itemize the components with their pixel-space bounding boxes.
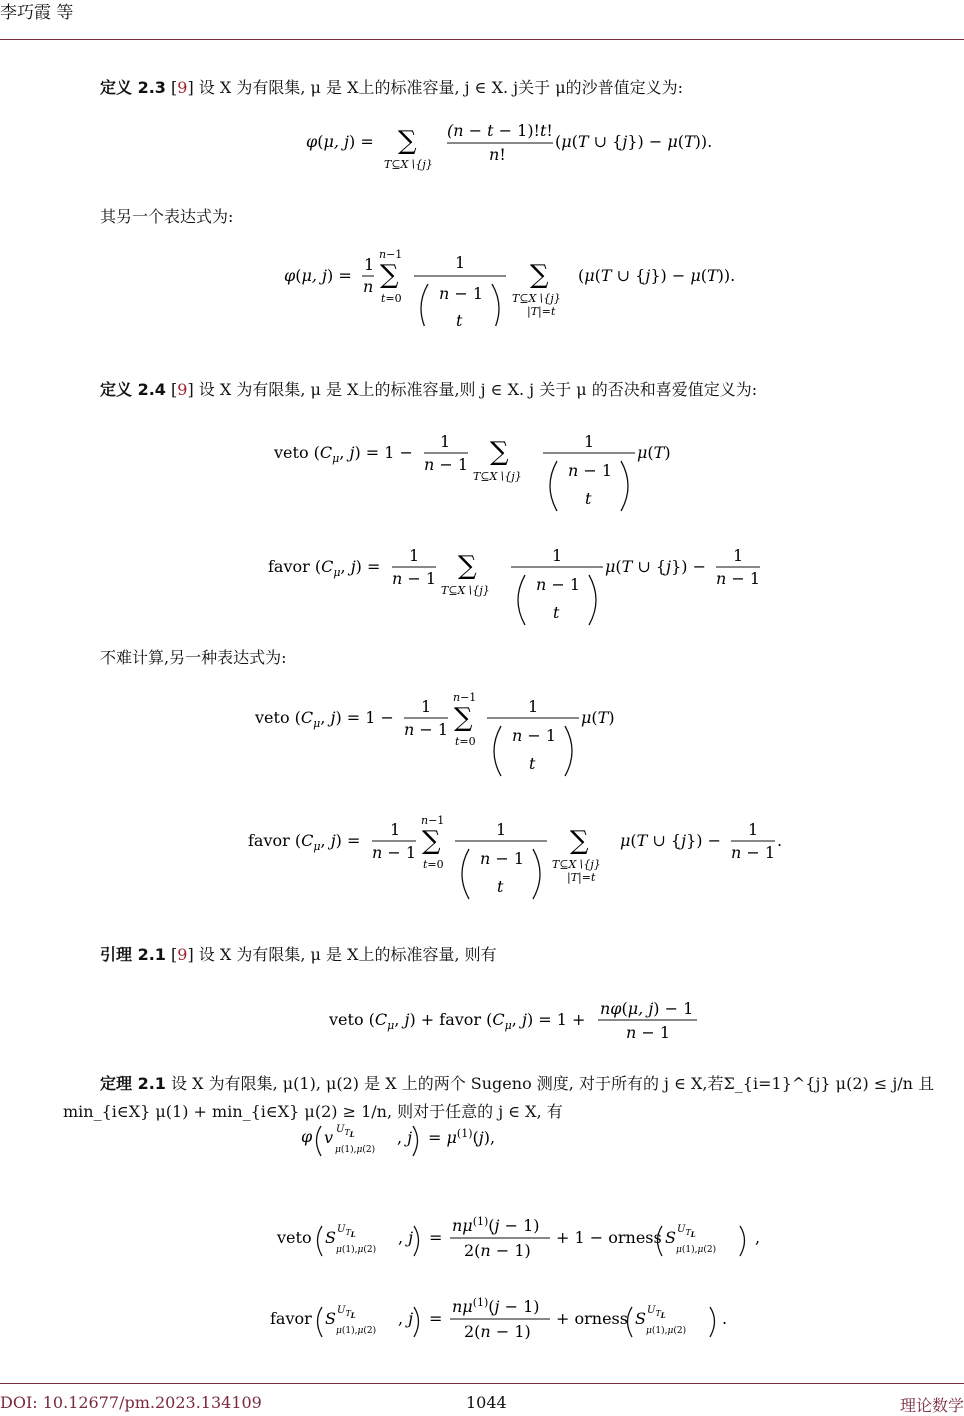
svg-text:1: 1 bbox=[748, 820, 759, 839]
svg-text:(μ(T ∪ {j}) − μ(T)).: (μ(T ∪ {j}) − μ(T)). bbox=[555, 132, 713, 151]
svg-text:∑: ∑ bbox=[398, 126, 417, 156]
svg-text:t=0: t=0 bbox=[381, 292, 402, 305]
svg-text:n − 1: n − 1 bbox=[392, 569, 437, 588]
svg-text:(n − t − 1)!t!: (n − t − 1)!t! bbox=[447, 121, 553, 140]
definition-text: 设 X 为有限集, μ 是 X上的标准容量,则 j ∈ X. j 关于 μ 的否决和喜爱值定义为: bbox=[198, 380, 758, 399]
svg-text:∑: ∑ bbox=[454, 703, 473, 733]
svg-text:n − 1: n − 1 bbox=[536, 575, 581, 594]
svg-text:μ(1),μ(2): μ(1),μ(2) bbox=[676, 1245, 717, 1255]
citation-link[interactable]: 9 bbox=[177, 380, 188, 399]
svg-text:veto (Cμ, j) + favor (Cμ, j) =: veto ($C_\mu$, j) + favor ($C_\mu$, j) = 1 + bbox=[329, 1010, 586, 1032]
svg-text:, j: , j bbox=[398, 1228, 414, 1247]
svg-text:T⊆X∖{j}: T⊆X∖{j} bbox=[441, 584, 490, 597]
svg-text:S: S bbox=[325, 1228, 336, 1247]
svg-text:∑: ∑ bbox=[570, 826, 589, 856]
footer-rule bbox=[0, 1383, 964, 1384]
svg-text:veto: veto bbox=[277, 1228, 312, 1247]
svg-text:UTL: $U_{TL}$ bbox=[337, 1305, 356, 1320]
footer-journal-link[interactable]: 理论数学 bbox=[899, 1396, 964, 1415]
svg-text:n − 1: n − 1 bbox=[512, 726, 557, 745]
equation-veto-1 bbox=[0, 424, 964, 516]
svg-text:n − 1: n − 1 bbox=[404, 720, 449, 739]
equation-shapley-2 bbox=[0, 246, 964, 326]
svg-text:n−1: n−1 bbox=[421, 814, 445, 827]
equation-theorem-1 bbox=[0, 1116, 964, 1168]
svg-text:UTL: $U_{TL}$ bbox=[677, 1224, 696, 1239]
svg-text:UTL: $U_{TL}$ bbox=[337, 1224, 356, 1239]
svg-text:n − 1: n − 1 bbox=[439, 284, 484, 303]
svg-text:1: 1 bbox=[364, 255, 375, 274]
svg-text:1: 1 bbox=[528, 697, 539, 716]
equation-theorem-3 bbox=[0, 1293, 964, 1345]
theorem-label: 定理 2.1 bbox=[100, 1074, 166, 1093]
svg-text:.: . bbox=[777, 831, 783, 850]
svg-text:μ(1),μ(2): μ(1),μ(2) bbox=[335, 1145, 376, 1155]
citation-link[interactable]: 9 bbox=[177, 78, 188, 97]
svg-text:μ(1),μ(2): μ(1),μ(2) bbox=[646, 1326, 687, 1336]
svg-text:∑: ∑ bbox=[422, 826, 441, 856]
svg-text:t: t bbox=[553, 603, 560, 622]
svg-text:∑: ∑ bbox=[530, 260, 549, 290]
footer-doi-link[interactable]: DOI: 10.12677/pm.2023.134109 bbox=[0, 1393, 262, 1412]
svg-text:μ(T ∪ {j}) −: μ(T ∪ {j}) − bbox=[620, 831, 721, 850]
svg-text:n − 1: n − 1 bbox=[731, 843, 776, 862]
svg-text:, j: , j bbox=[397, 1128, 413, 1147]
svg-text:∑: ∑ bbox=[490, 437, 509, 467]
svg-text:favor: favor bbox=[270, 1309, 312, 1328]
definition-label: 定义 2.4 bbox=[100, 380, 166, 399]
lemma-text: 设 X 为有限集, μ 是 X上的标准容量, 则有 bbox=[198, 945, 497, 964]
svg-text:μ(1),μ(2): μ(1),μ(2) bbox=[336, 1245, 377, 1255]
svg-text:t: t bbox=[497, 877, 504, 896]
svg-text:2(n − 1): 2(n − 1) bbox=[464, 1241, 531, 1260]
svg-text:n − 1: n − 1 bbox=[372, 843, 417, 862]
theorem-2-1-line1 bbox=[100, 1073, 964, 1095]
svg-text:, j: , j bbox=[398, 1309, 414, 1328]
svg-text:=: = bbox=[429, 1309, 443, 1328]
svg-text:t=0: t=0 bbox=[423, 858, 444, 871]
svg-text:= μ(1)(j),: = $\mu^{(1)}(j)$, bbox=[428, 1127, 496, 1147]
svg-text:T⊆X∖{j}: T⊆X∖{j} bbox=[512, 292, 561, 305]
svg-text:φ(μ, j) =: φ(μ, j) = bbox=[284, 266, 352, 285]
svg-text:n − 1: n − 1 bbox=[626, 1023, 671, 1042]
svg-text:1: 1 bbox=[496, 820, 507, 839]
definition-text: 设 X 为有限集, μ 是 X上的标准容量, j ∈ X. j关于 μ的沙普值定义为: bbox=[198, 78, 684, 97]
definition-2-4: 定义 2.4 [9] 设 X 为有限集, μ 是 X上的标准容量,则 j ∈ X. j 关于 μ 的否决和喜爱值定义为: bbox=[100, 380, 758, 399]
svg-text:1: 1 bbox=[421, 697, 432, 716]
svg-text:veto (Cμ, j) = 1 −: veto ($C_\mu$, j) = 1 − bbox=[274, 443, 413, 465]
svg-text:2(n − 1): 2(n − 1) bbox=[464, 1322, 531, 1341]
equation-shapley-1 bbox=[0, 118, 964, 178]
svg-text:μ(T ∪ {j}) −: μ(T ∪ {j}) − bbox=[605, 557, 706, 576]
svg-text:1: 1 bbox=[409, 546, 420, 565]
svg-text:.: . bbox=[722, 1309, 728, 1328]
svg-text:n−1: n−1 bbox=[453, 691, 477, 704]
svg-text:nμ(1)(j − 1): $n\mu^{(1)}(j - 1)$ bbox=[452, 1296, 540, 1316]
svg-text:n − 1: n − 1 bbox=[716, 569, 761, 588]
svg-text:μ(1),μ(2): μ(1),μ(2) bbox=[336, 1326, 377, 1336]
svg-text:nμ(1)(j − 1): $n\mu^{(1)}(j - 1)$ bbox=[452, 1215, 540, 1235]
svg-text:1: 1 bbox=[584, 432, 595, 451]
svg-text:t: t bbox=[456, 311, 463, 326]
citation-link[interactable]: 9 bbox=[177, 945, 188, 964]
header-rule bbox=[0, 39, 964, 40]
lemma-label: 引理 2.1 bbox=[100, 945, 166, 964]
svg-text:T⊆X∖{j}: T⊆X∖{j} bbox=[552, 858, 601, 871]
svg-text:∑: ∑ bbox=[380, 260, 399, 290]
svg-text:|T|=t: |T|=t bbox=[567, 871, 596, 884]
svg-text:(μ(T ∪ {j}) − μ(T)).: (μ(T ∪ {j}) − μ(T)). bbox=[578, 266, 736, 285]
svg-text:S: S bbox=[635, 1309, 646, 1328]
svg-text:S: S bbox=[665, 1228, 676, 1247]
svg-text:,: , bbox=[755, 1228, 761, 1247]
svg-text:1: 1 bbox=[455, 253, 466, 272]
svg-text:1: 1 bbox=[552, 546, 563, 565]
svg-text:UTL: $U_{TL}$ bbox=[647, 1305, 666, 1320]
svg-text:μ(T): μ(T) bbox=[581, 708, 615, 727]
svg-text:|T|=t: |T|=t bbox=[527, 305, 556, 318]
equation-theorem-2 bbox=[0, 1212, 964, 1264]
svg-text:n: n bbox=[363, 277, 374, 296]
footer-page-number: 1044 bbox=[466, 1393, 507, 1412]
svg-text:v: v bbox=[324, 1128, 334, 1147]
svg-text:n!: n! bbox=[489, 145, 506, 164]
svg-text:favor (Cμ, j) =: favor ($C_\mu$, j) = bbox=[248, 831, 361, 853]
svg-text:μ(T): μ(T) bbox=[637, 443, 671, 462]
svg-text:∑: ∑ bbox=[458, 551, 477, 581]
equation-veto-2 bbox=[0, 688, 964, 780]
svg-text:=: = bbox=[429, 1228, 443, 1247]
equation-lemma bbox=[0, 996, 964, 1048]
svg-text:n − 1: n − 1 bbox=[424, 455, 469, 474]
equation-favor-1 bbox=[0, 538, 964, 630]
svg-text:T⊆X∖{j}: T⊆X∖{j} bbox=[384, 158, 433, 171]
definition-label: 定义 2.3 bbox=[100, 78, 166, 97]
svg-text:1: 1 bbox=[390, 820, 401, 839]
alt-expression-intro-2: 不难计算,另一种表达式为: bbox=[100, 648, 287, 667]
running-header-authors: 李巧霞 等 bbox=[0, 3, 74, 23]
svg-text:S: S bbox=[325, 1309, 336, 1328]
definition-2-3: 定义 2.3 [9] 设 X 为有限集, μ 是 X上的标准容量, j ∈ X. j关于 μ的沙普值定义为: bbox=[100, 78, 684, 97]
svg-text:T⊆X∖{j}: T⊆X∖{j} bbox=[473, 470, 522, 483]
svg-text:1: 1 bbox=[440, 432, 451, 451]
theorem-text-line1: 设 X 为有限集, μ(1), μ(2) 是 X 上的两个 Sugeno 测度, 对于所有的 j ∈ X,若Σ_{i=1}^{j} μ(2) ≤ j/n 且 bbox=[171, 1074, 935, 1093]
svg-text:favor (Cμ, j) =: favor ($C_\mu$, j) = bbox=[268, 557, 381, 579]
alt-expression-intro: 其另一个表达式为: bbox=[100, 207, 234, 226]
equation-favor-2 bbox=[0, 812, 964, 904]
svg-text:+ orness: + orness bbox=[556, 1309, 628, 1328]
svg-text:veto (Cμ, j) = 1 −: veto ($C_\mu$, j) = 1 − bbox=[255, 708, 394, 730]
theorem-2-1-line2: min_{i∈X} μ(1) + min_{i∈X} μ(2) ≥ 1/n, 则对于任意的 j ∈ X, 有 bbox=[63, 1102, 563, 1121]
svg-text:t: t bbox=[529, 754, 536, 773]
svg-text:t=0: t=0 bbox=[455, 735, 476, 748]
svg-text:UTL: $U_{TL}$ bbox=[336, 1124, 355, 1139]
svg-text:φ: φ bbox=[301, 1127, 313, 1146]
svg-text:n − 1: n − 1 bbox=[568, 461, 613, 480]
svg-text:n−1: n−1 bbox=[379, 248, 403, 261]
svg-text:n − 1: n − 1 bbox=[480, 849, 525, 868]
svg-text:1: 1 bbox=[733, 546, 744, 565]
svg-text:nφ(μ, j) − 1: nφ(μ, j) − 1 bbox=[600, 999, 694, 1018]
lemma-2-1: 引理 2.1 [9] 设 X 为有限集, μ 是 X上的标准容量, 则有 bbox=[100, 945, 497, 964]
svg-text:+ 1 − orness: + 1 − orness bbox=[556, 1228, 662, 1247]
svg-text:t: t bbox=[585, 489, 592, 508]
svg-text:φ(μ, j) =: φ(μ, j) = bbox=[306, 132, 374, 151]
